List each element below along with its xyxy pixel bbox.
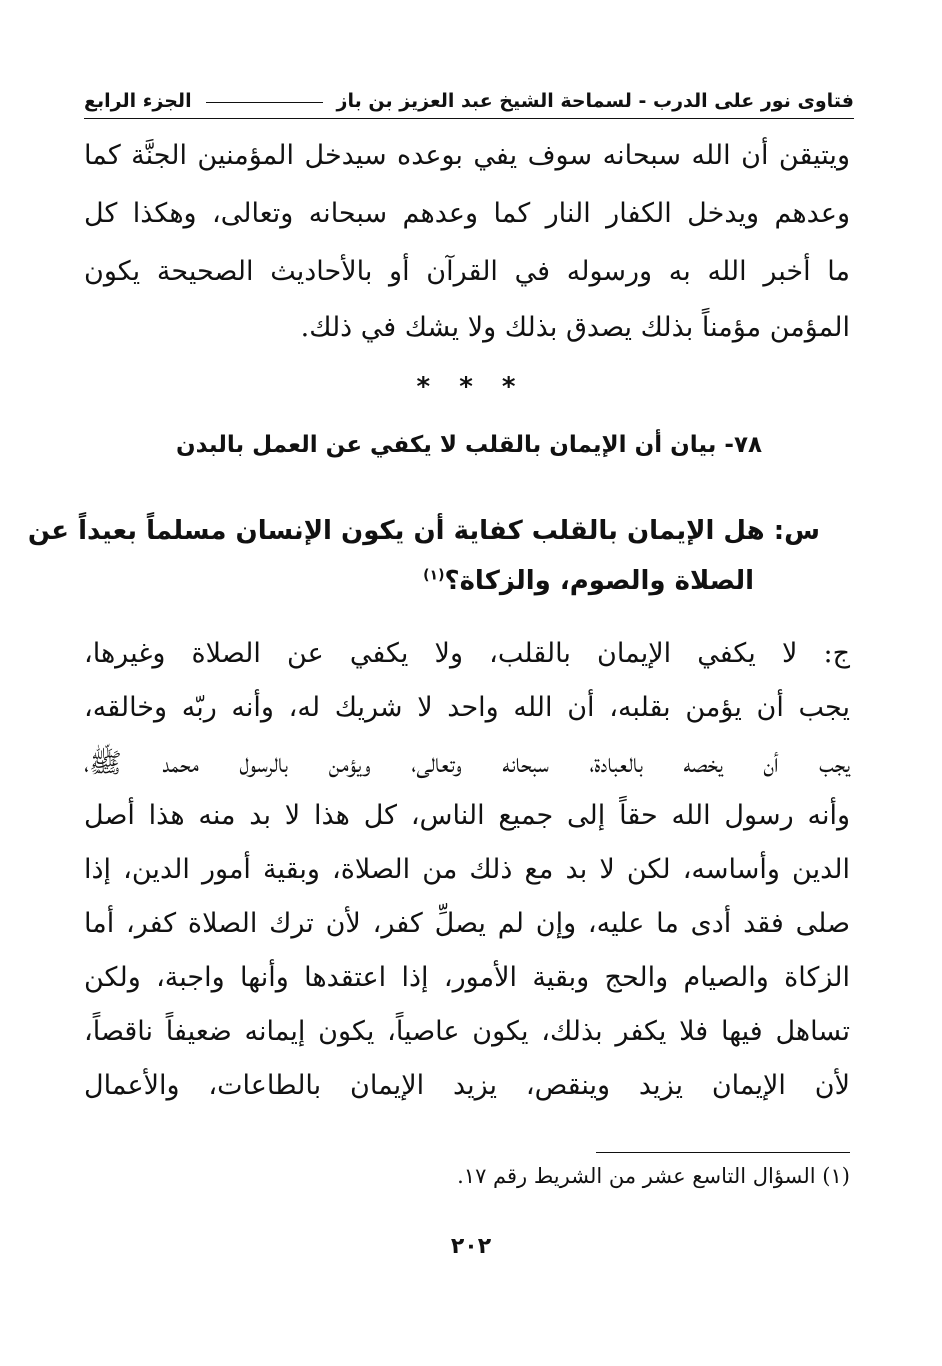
section-separator: * * * [416, 372, 526, 402]
answer-line-7: الزكاة والصيام والحج وبقية الأمور، إذا اعتقدها وأنها واجبة، ولكن [84, 962, 850, 993]
header-dash-line [206, 102, 323, 103]
intro-line-3: ما أخبر الله به ورسوله في القرآن أو بالأحاديث الصحيحة يكون [84, 256, 850, 287]
book-title: فتاوى نور على الدرب - لسماحة الشيخ عبد العزيز بن باز [336, 90, 854, 112]
question-line-2 [134, 566, 754, 596]
answer-line-6: صلى فقد أدى ما عليه، وإن لم يصلِّ كفر، لأن ترك الصلاة كفر، أما [84, 908, 850, 939]
answer-line-3: يجب أن يخصه بالعبادة، سبحانه وتعالى، ويؤمن بالرسول محمد ﷺ، [84, 748, 850, 779]
intro-line-4: المؤمن مؤمناً بذلك يصدق بذلك ولا يشك في ذلك. [300, 312, 850, 343]
page-number: ٢٠٢ [450, 1234, 492, 1259]
answer-line-2: يجب أن يؤمن بقلبه، أن الله واحد لا شريك له، وأنه ربّه وخالقه، [84, 692, 850, 723]
question-line-1: س: هل الإيمان بالقلب كفاية أن يكون الإنسان مسلماً بعيداً عن [27, 516, 820, 546]
answer-line-9: لأن الإيمان يزيد وينقص، يزيد الإيمان بالطاعات، والأعمال [84, 1070, 850, 1101]
question-text: الصلاة والصوم، والزكاة؟ [444, 566, 754, 596]
intro-line-1: ويتيقن أن الله سبحانه سوف يفي بوعده سيدخل المؤمنين الجنَّة كما [84, 140, 850, 171]
answer-line-8: تساهل فيها فلا يكفر بذلك، يكون عاصياً، يكون إيمانه ضعيفاً ناقصاً، [84, 1016, 850, 1047]
section-heading: ٧٨- بيان أن الإيمان بالقلب لا يكفي عن العمل بالبدن [175, 432, 763, 458]
answer-line-5: الدين وأساسه، لكن لا بد مع ذلك من الصلاة، وبقية أمور الدين، إذا [84, 854, 850, 885]
footnote-text: (١) السؤال التاسع عشر من الشريط رقم ١٧. [457, 1164, 850, 1188]
footnote-reference: (١) [423, 567, 445, 584]
running-header [84, 78, 854, 112]
footnote-rule [596, 1152, 850, 1153]
answer-line-4: وأنه رسول الله حقاً إلى جميع الناس، كل هذا لا بد منه هذا أصل [84, 800, 850, 831]
volume-label: الجزء الرابع [84, 90, 192, 112]
intro-line-2: وعدهم ويدخل الكفار النار كما وعدهم سبحانه وتعالى، وهكذا كل [84, 198, 850, 229]
answer-line-1: ج: لا يكفي الإيمان بالقلب، ولا يكفي عن الصلاة وغيرها، [84, 638, 850, 669]
header-rule [84, 118, 854, 119]
